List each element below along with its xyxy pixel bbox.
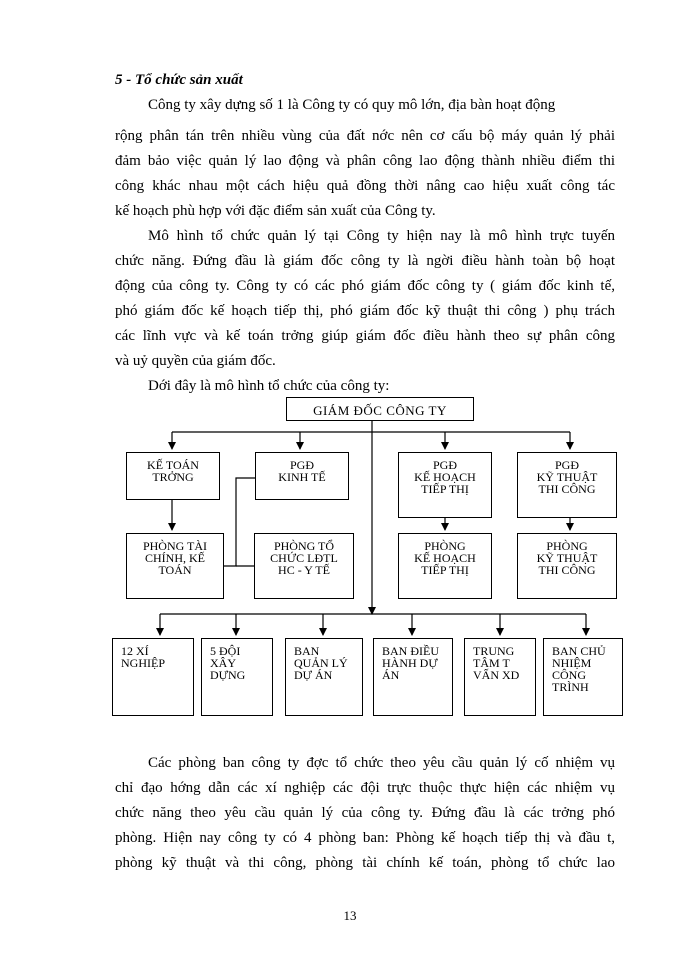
box-label: QUẢN LÝ bbox=[294, 656, 348, 670]
box-label: BAN CHỦ bbox=[552, 644, 606, 658]
para3-line: phòng. Hiện nay công ty có 4 phòng ban: Phòng kế hoạch tiếp thị và đầu t, bbox=[115, 830, 615, 846]
para3-line: phòng kỹ thuật và thi công, phòng tài chính kế toán, phòng tổ chức lao bbox=[115, 855, 615, 871]
para2-line: các lĩnh vực và kế toán trởng giúp giám đốc điều hành theo sự phân công bbox=[115, 328, 615, 344]
box-label: BAN bbox=[294, 644, 320, 658]
org-box-unit bbox=[373, 638, 453, 716]
box-label: 12 XÍ bbox=[121, 644, 149, 658]
pgd-kt-to-p-tckt-line bbox=[224, 478, 256, 566]
box-label: KẾ TOÁN bbox=[147, 458, 199, 472]
box-label: NGHIỆP bbox=[121, 656, 165, 670]
box-label: TRÌNH bbox=[552, 680, 589, 694]
box-label: 5 ĐỘI bbox=[210, 644, 241, 658]
para1-line: kế hoạch phù hợp với đặc điểm sản xuất của Công ty. bbox=[115, 203, 436, 219]
org-box-phong-to-chuc bbox=[254, 533, 354, 599]
box-label: TRUNG bbox=[473, 644, 515, 658]
org-box-ke-toan bbox=[126, 452, 220, 500]
box-label: PGĐ bbox=[432, 458, 457, 472]
box-label: KINH TẾ bbox=[278, 470, 326, 484]
box-label: XÂY bbox=[210, 656, 236, 670]
box-label: HÀNH DỰ bbox=[382, 656, 438, 670]
box-label: TÂM T bbox=[473, 656, 510, 670]
box-label: THI CÔNG bbox=[538, 563, 596, 577]
box-label: PGĐ bbox=[554, 458, 579, 472]
box-label: KẾ HOẠCH bbox=[414, 470, 476, 484]
org-box-phong-ky-thuat bbox=[517, 533, 617, 599]
chart-intro: Dới đây là mô hình tổ chức của công ty: bbox=[148, 378, 390, 394]
box-label: ÁN bbox=[382, 668, 400, 682]
para3-line: Các phòng ban công ty đợc tổ chức theo yêu cầu quản lý cố nhiệm vụ bbox=[148, 755, 615, 771]
box-label: DỰ ÁN bbox=[294, 668, 333, 682]
org-box-unit bbox=[112, 638, 194, 716]
box-label: PGĐ bbox=[289, 458, 314, 472]
para1-line: Công ty xây dựng số 1 là Công ty có quy mô lớn, địa bàn hoạt động bbox=[148, 97, 556, 113]
box-label: DỰNG bbox=[210, 668, 246, 682]
box-label: CHỨC LĐTL bbox=[270, 551, 338, 565]
box-label: NHIỆM bbox=[552, 656, 592, 670]
para1-line: đảm bảo việc quản lý lao động và phân công lao động thành nhiều điểm thi bbox=[115, 153, 615, 169]
box-label: BAN ĐIỀU bbox=[382, 644, 439, 658]
org-box-director bbox=[286, 397, 474, 421]
box-label: GIÁM ĐỐC CÔNG TY bbox=[313, 403, 447, 418]
box-label: TIẾP THỊ bbox=[421, 563, 469, 577]
box-label: TIẾP THỊ bbox=[421, 482, 469, 496]
section-heading: 5 - Tổ chức sản xuất bbox=[115, 72, 243, 88]
box-label: VẤN XD bbox=[473, 668, 520, 682]
box-label: TRỞNG bbox=[152, 470, 194, 484]
box-label: CHÍNH, KẾ bbox=[145, 551, 205, 565]
box-label: CÔNG bbox=[552, 668, 587, 682]
para3-line: chức năng theo yêu cầu quản lý của công ty. Đứng đầu là các trởng phó bbox=[115, 805, 615, 821]
para2-line: phó giám đốc kế hoạch tiếp thị, phó giám đốc kỹ thuật thi công ) phụ trách bbox=[115, 303, 615, 319]
para2-line: và uỷ quyền của giám đốc. bbox=[115, 353, 276, 369]
org-box-pgd-kinh-te bbox=[255, 452, 349, 500]
org-box-unit bbox=[285, 638, 363, 716]
box-label: PHÒNG TÀI bbox=[142, 539, 208, 553]
page-number: 13 bbox=[343, 908, 357, 923]
box-label: KẾ HOẠCH bbox=[414, 551, 476, 565]
org-box-unit bbox=[464, 638, 536, 716]
org-box-phong-tai-chinh bbox=[126, 533, 224, 599]
para2-line: động của công ty. Công ty có các phó giám đốc công ty ( giám đốc kinh tế, bbox=[115, 278, 615, 294]
org-box-unit bbox=[543, 638, 623, 716]
org-box-phong-ke-hoach bbox=[398, 533, 492, 599]
para2-line: chức năng. Đứng đầu là giám đốc công ty là ngời điều hành toàn bộ hoạt bbox=[115, 253, 615, 269]
para3-line: chỉ đạo hớng dẫn các xí nghiệp các đội trực thuộc thực hiện các nhiệm vụ bbox=[115, 780, 615, 796]
box-label: KỸ THUẬT bbox=[536, 551, 598, 565]
para2-line: Mô hình tổ chức quản lý tại Công ty hiện nay là mô hình trực tuyến bbox=[148, 228, 615, 244]
box-label: PHÒNG TỔ bbox=[273, 539, 335, 553]
box-label: PHÒNG bbox=[546, 539, 588, 553]
box-label: HC - Y TẾ bbox=[278, 563, 330, 577]
para1-line: rộng phân tán trên nhiều vùng của đất nớc nên cơ cấu bộ máy quản lý phải bbox=[115, 128, 615, 144]
box-label: PHÒNG bbox=[424, 539, 466, 553]
org-box-unit bbox=[201, 638, 273, 716]
org-box-pgd-ky-thuat bbox=[517, 452, 617, 518]
para1-line: công khác nhau một cách hiệu quả đồng thời nâng cao hiệu xuất công tác bbox=[115, 178, 615, 194]
org-box-pgd-ke-hoach bbox=[398, 452, 492, 518]
box-label: KỸ THUẬT bbox=[536, 470, 598, 484]
box-label: TOÁN bbox=[158, 563, 192, 577]
box-label: THI CÔNG bbox=[538, 482, 596, 496]
